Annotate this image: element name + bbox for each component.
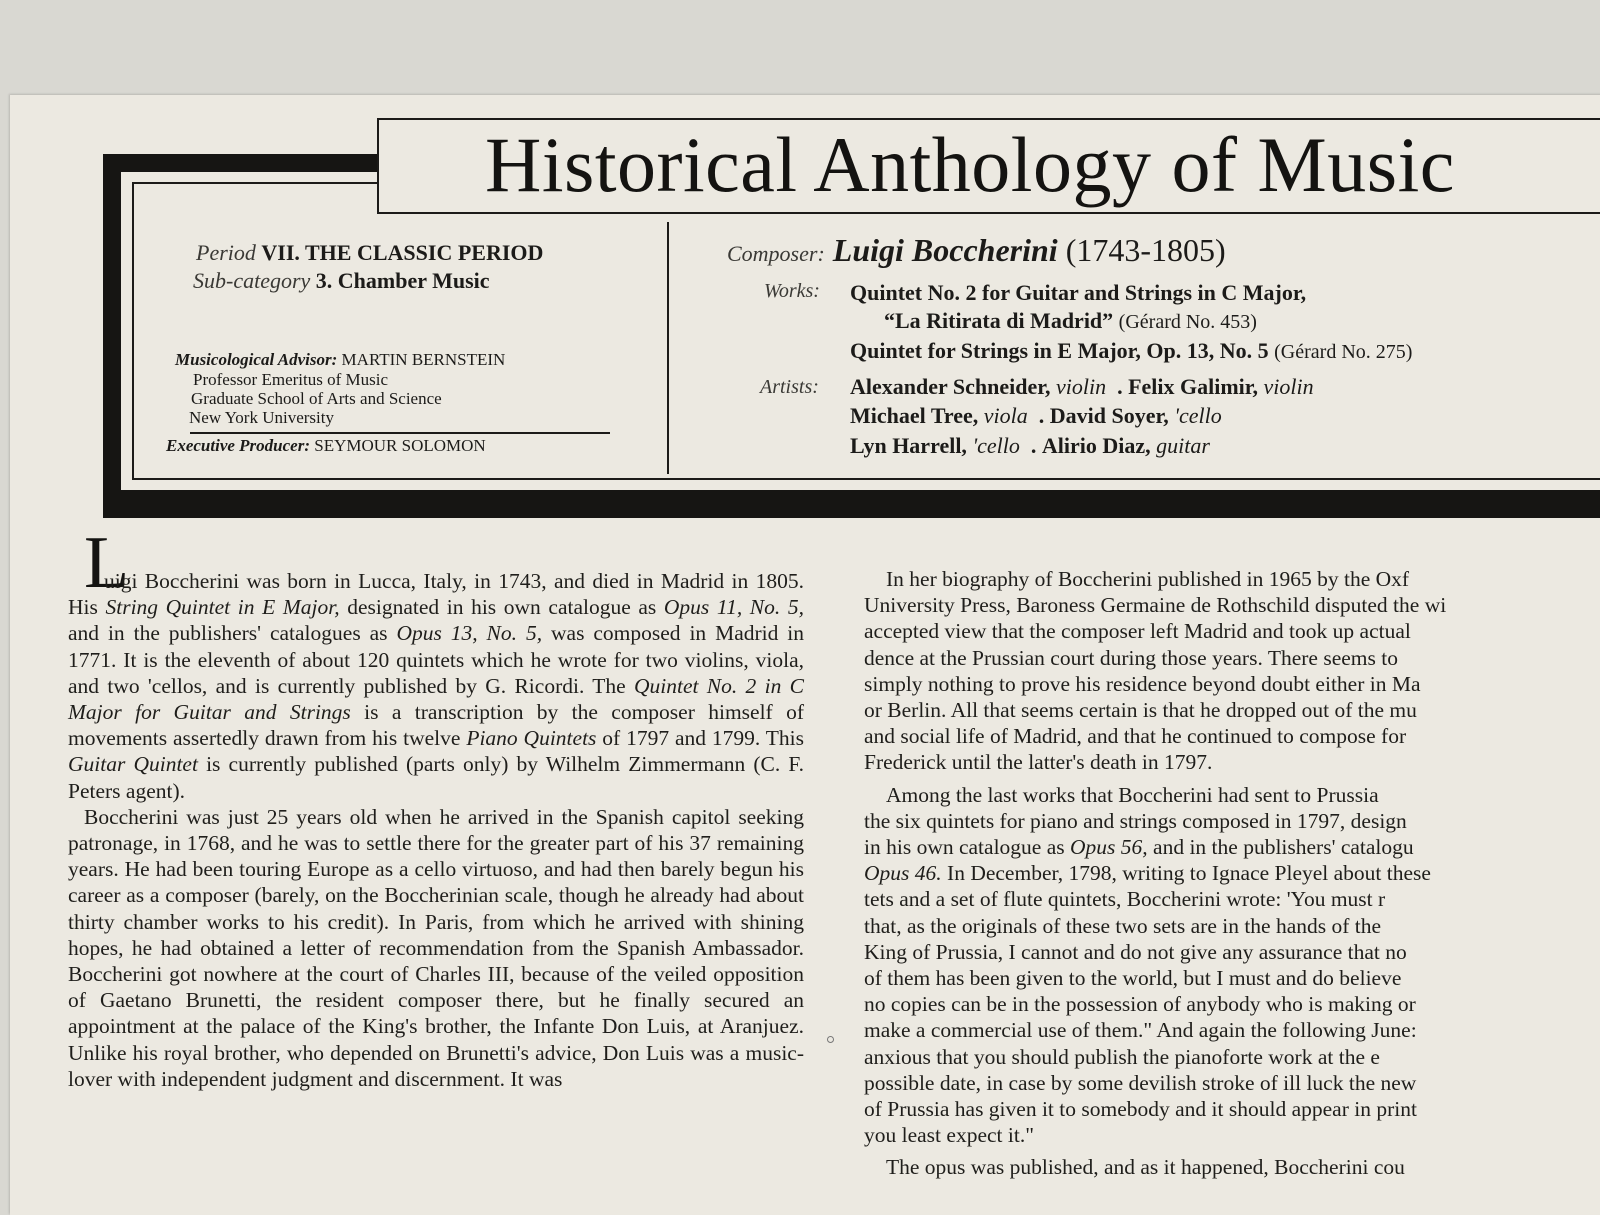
text-line <box>864 860 1600 886</box>
composer-label: Composer: <box>727 241 825 266</box>
text-run: In December, 1798, writing to Ignace Pleyel about these <box>941 861 1431 886</box>
text-run: in his own catalogue as <box>864 835 1070 860</box>
text-run: simply nothing to prove his residence beyond doubt either in Ma <box>864 671 1421 696</box>
text-line <box>864 1096 1600 1122</box>
artists-label: Artists: <box>760 376 819 398</box>
italic-title-run: Opus 11, No. 5, <box>663 595 804 620</box>
page-title: Historical Anthology of Music <box>485 121 1455 208</box>
text-run: and in the publishers' catalogues as <box>68 621 397 646</box>
text-line <box>864 965 1600 991</box>
artist-name: Lyn Harrell, <box>850 433 967 458</box>
text-line <box>864 723 1600 749</box>
text-run: In her biography of Boccherini published in 1965 by the Oxf <box>886 567 1410 591</box>
text-line <box>864 566 1600 592</box>
body-column-left <box>68 568 804 1092</box>
text-run: or Berlin. All that seems certain is that he dropped out of the mu <box>864 698 1417 723</box>
text-line <box>864 697 1600 723</box>
text-line <box>864 991 1600 1017</box>
work-line-3 <box>850 338 1412 364</box>
advisor-block <box>175 350 505 427</box>
artist-instrument: 'cello <box>972 433 1020 458</box>
text-line <box>864 808 1600 834</box>
text-run: the six quintets for piano and strings composed in 1797, design <box>864 808 1407 833</box>
artist-instrument: 'cello <box>1174 403 1222 428</box>
artist-name: Alirio Diaz, <box>1041 433 1151 458</box>
text-run: anxious that you should publish the pianoforte work at the e <box>864 1044 1380 1069</box>
work-title: Quintet for Strings in E Major, Op. 13, No. 5 <box>850 338 1269 363</box>
text-run: of 1797 and 1799. This <box>596 726 804 751</box>
artist-instrument: guitar <box>1156 433 1210 458</box>
artist-instrument: violin <box>1055 374 1107 399</box>
artist-instrument: violin <box>1263 374 1314 399</box>
text-line <box>864 618 1600 644</box>
advisor-university: New York University <box>189 408 334 427</box>
work-catalogue-number: (Gérard No. 275) <box>1274 341 1413 363</box>
text-run: possible date, in case by some devilish stroke of ill luck the new <box>864 1070 1417 1095</box>
text-run: uigi Boccherini was born in Lucca, Italy, in 1743, and died in Madrid in 1805. His <box>68 569 804 620</box>
composer-name: Luigi Boccherini <box>832 232 1058 268</box>
text-run: you least expect it." <box>864 1123 1034 1148</box>
work-catalogue-number: (Gérard No. 453) <box>1118 311 1257 333</box>
body-column-right <box>864 566 1600 1181</box>
advisor-name: MARTIN BERNSTEIN <box>341 350 506 369</box>
text-run: University Press, Baroness Germaine de Rothschild disputed the wi <box>864 593 1447 618</box>
text-run: no copies can be in the possession of anybody who is making or <box>864 992 1416 1017</box>
text-run: Frederick until the latter's death in 1797. <box>864 750 1213 775</box>
artist-name: Felix Galimir, <box>1128 374 1259 399</box>
text-run: The opus was published, and as it happened, Boccherini cou <box>886 1155 1405 1180</box>
period-line <box>196 240 543 266</box>
text-run: was composed in Madrid in 1771. It is the eleventh of about 120 quintets which he wrote for two violins, viola, and two 'cellos, and is currently published by G. Ricordi. The <box>68 621 805 698</box>
text-run: that, as the originals of these two sets are in the hands of the <box>864 913 1382 938</box>
text-run: is currently published (parts only) by Wilhelm Zimmermann (C. F. Peters agent). <box>68 752 804 803</box>
text-line <box>864 782 1600 808</box>
paragraph <box>68 568 804 804</box>
composer-dates: (1743-1805) <box>1065 232 1226 268</box>
exec-label: Executive Producer: <box>166 436 310 455</box>
artist-separator: . <box>1117 374 1123 399</box>
artists-line-2 <box>850 403 1222 429</box>
artists-line-1 <box>850 374 1314 400</box>
artist-separator: . <box>1038 403 1045 428</box>
composer-line <box>727 232 1226 269</box>
text-line <box>864 834 1600 860</box>
advisor-title: Professor Emeritus of Music <box>193 370 389 389</box>
text-run: and in the publishers' catalogu <box>1147 835 1414 860</box>
text-line <box>864 749 1600 775</box>
italic-title-run: Piano Quintets <box>466 726 597 751</box>
text-run: dence at the Prussian court during those years. There seems to <box>864 645 1398 670</box>
artists-line-3 <box>850 433 1210 459</box>
work-title: “La Ritirata di Madrid” <box>884 308 1114 333</box>
artist-name: Alexander Schneider, <box>850 374 1051 399</box>
work-title: Quintet No. 2 for Guitar and Strings in C Major, <box>850 280 1307 305</box>
text-run: tets and a set of flute quintets, Boccherini wrote: 'You must r <box>864 887 1386 912</box>
advisor-school: Graduate School of Arts and Science <box>191 389 442 408</box>
period-label: Period <box>196 240 256 265</box>
advisor-label: Musicological Advisor: <box>175 350 338 369</box>
margin-mark <box>827 1036 834 1043</box>
text-line <box>864 1017 1600 1043</box>
text-run: designated in his own catalogue as <box>339 595 664 620</box>
artist-name: David Soyer, <box>1049 403 1169 428</box>
text-run: King of Prussia, I cannot and do not give any assurance that no <box>864 939 1407 964</box>
text-line <box>864 671 1600 697</box>
text-line <box>864 913 1600 939</box>
text-line <box>864 1044 1600 1070</box>
italic-title-run: Guitar Quintet <box>68 752 198 777</box>
text-line <box>864 939 1600 965</box>
text-run: Among the last works that Boccherini had sent to Prussia <box>886 782 1379 807</box>
text-line <box>864 1070 1600 1096</box>
text-run: of them has been given to the world, but I must and do believe <box>864 966 1402 991</box>
italic-run: Opus 56, <box>1070 835 1148 860</box>
text-line <box>864 592 1600 618</box>
subcategory-line <box>193 268 490 294</box>
italic-run: Opus 46. <box>864 861 942 886</box>
executive-producer-line <box>166 436 486 456</box>
text-run: is a transcription by the composer himself of movements assertedly drawn from his twelve <box>68 700 804 751</box>
italic-title-run: String Quintet in E Major, <box>105 595 340 620</box>
artist-instrument: viola <box>983 403 1028 428</box>
advisor-rule <box>190 432 610 434</box>
text-line <box>864 1154 1600 1180</box>
period-value: VII. THE CLASSIC PERIOD <box>261 240 544 265</box>
work-line-2 <box>884 308 1257 334</box>
drop-cap: L <box>84 522 130 604</box>
subcategory-value: 3. Chamber Music <box>315 268 490 293</box>
header-divider <box>667 222 669 474</box>
paragraph: Boccherini was just 25 years old when he arrived in the Spanish capitol seeking patronage, in 1768, and he was to settle there for the greater part of his 37 remaining years. He had been touring Europe as a cello virtuoso, and had then barely begun his career as a composer (barely, on the Boccherinian scale, though he already had about thirty chamber works to his credit). In Paris, from which he arrived with shining hopes, he had obtained a letter of recommendation from the Spanish Ambassador. Boccherini got nowhere at the court of Charles III, because of the veiled opposition of Gaetano Brunetti, the resident composer there, but he finally secured an appointment at the palace of the King's brother, the Infante Don Luis, at Aranjuez. Unlike his royal brother, who depended on Brunetti's advice, Don Luis was a music-lover with independent judgment and discernment. It was <box>68 804 804 1091</box>
italic-title-run: Quintet No. 2 in C Major for Guitar and Strings <box>68 673 804 725</box>
text-line <box>864 645 1600 671</box>
exec-name: SEYMOUR SOLOMON <box>314 436 486 455</box>
works-label: Works: <box>764 280 820 302</box>
subcategory-label: Sub-category <box>193 268 311 293</box>
artist-name: Michael Tree, <box>850 403 979 428</box>
text-run: accepted view that the composer left Madrid and took up actual <box>864 619 1411 644</box>
text-line <box>864 886 1600 912</box>
work-line-1 <box>850 280 1306 306</box>
text-run: make a commercial use of them." And again the following June: <box>864 1018 1417 1043</box>
text-line <box>864 1122 1600 1148</box>
text-run: of Prussia has given it to somebody and it should appear in print <box>864 1097 1417 1122</box>
italic-title-run: Opus 13, No. 5, <box>396 621 543 646</box>
text-run: and social life of Madrid, and that he continued to compose for <box>864 724 1407 749</box>
artist-separator: . <box>1030 433 1037 458</box>
